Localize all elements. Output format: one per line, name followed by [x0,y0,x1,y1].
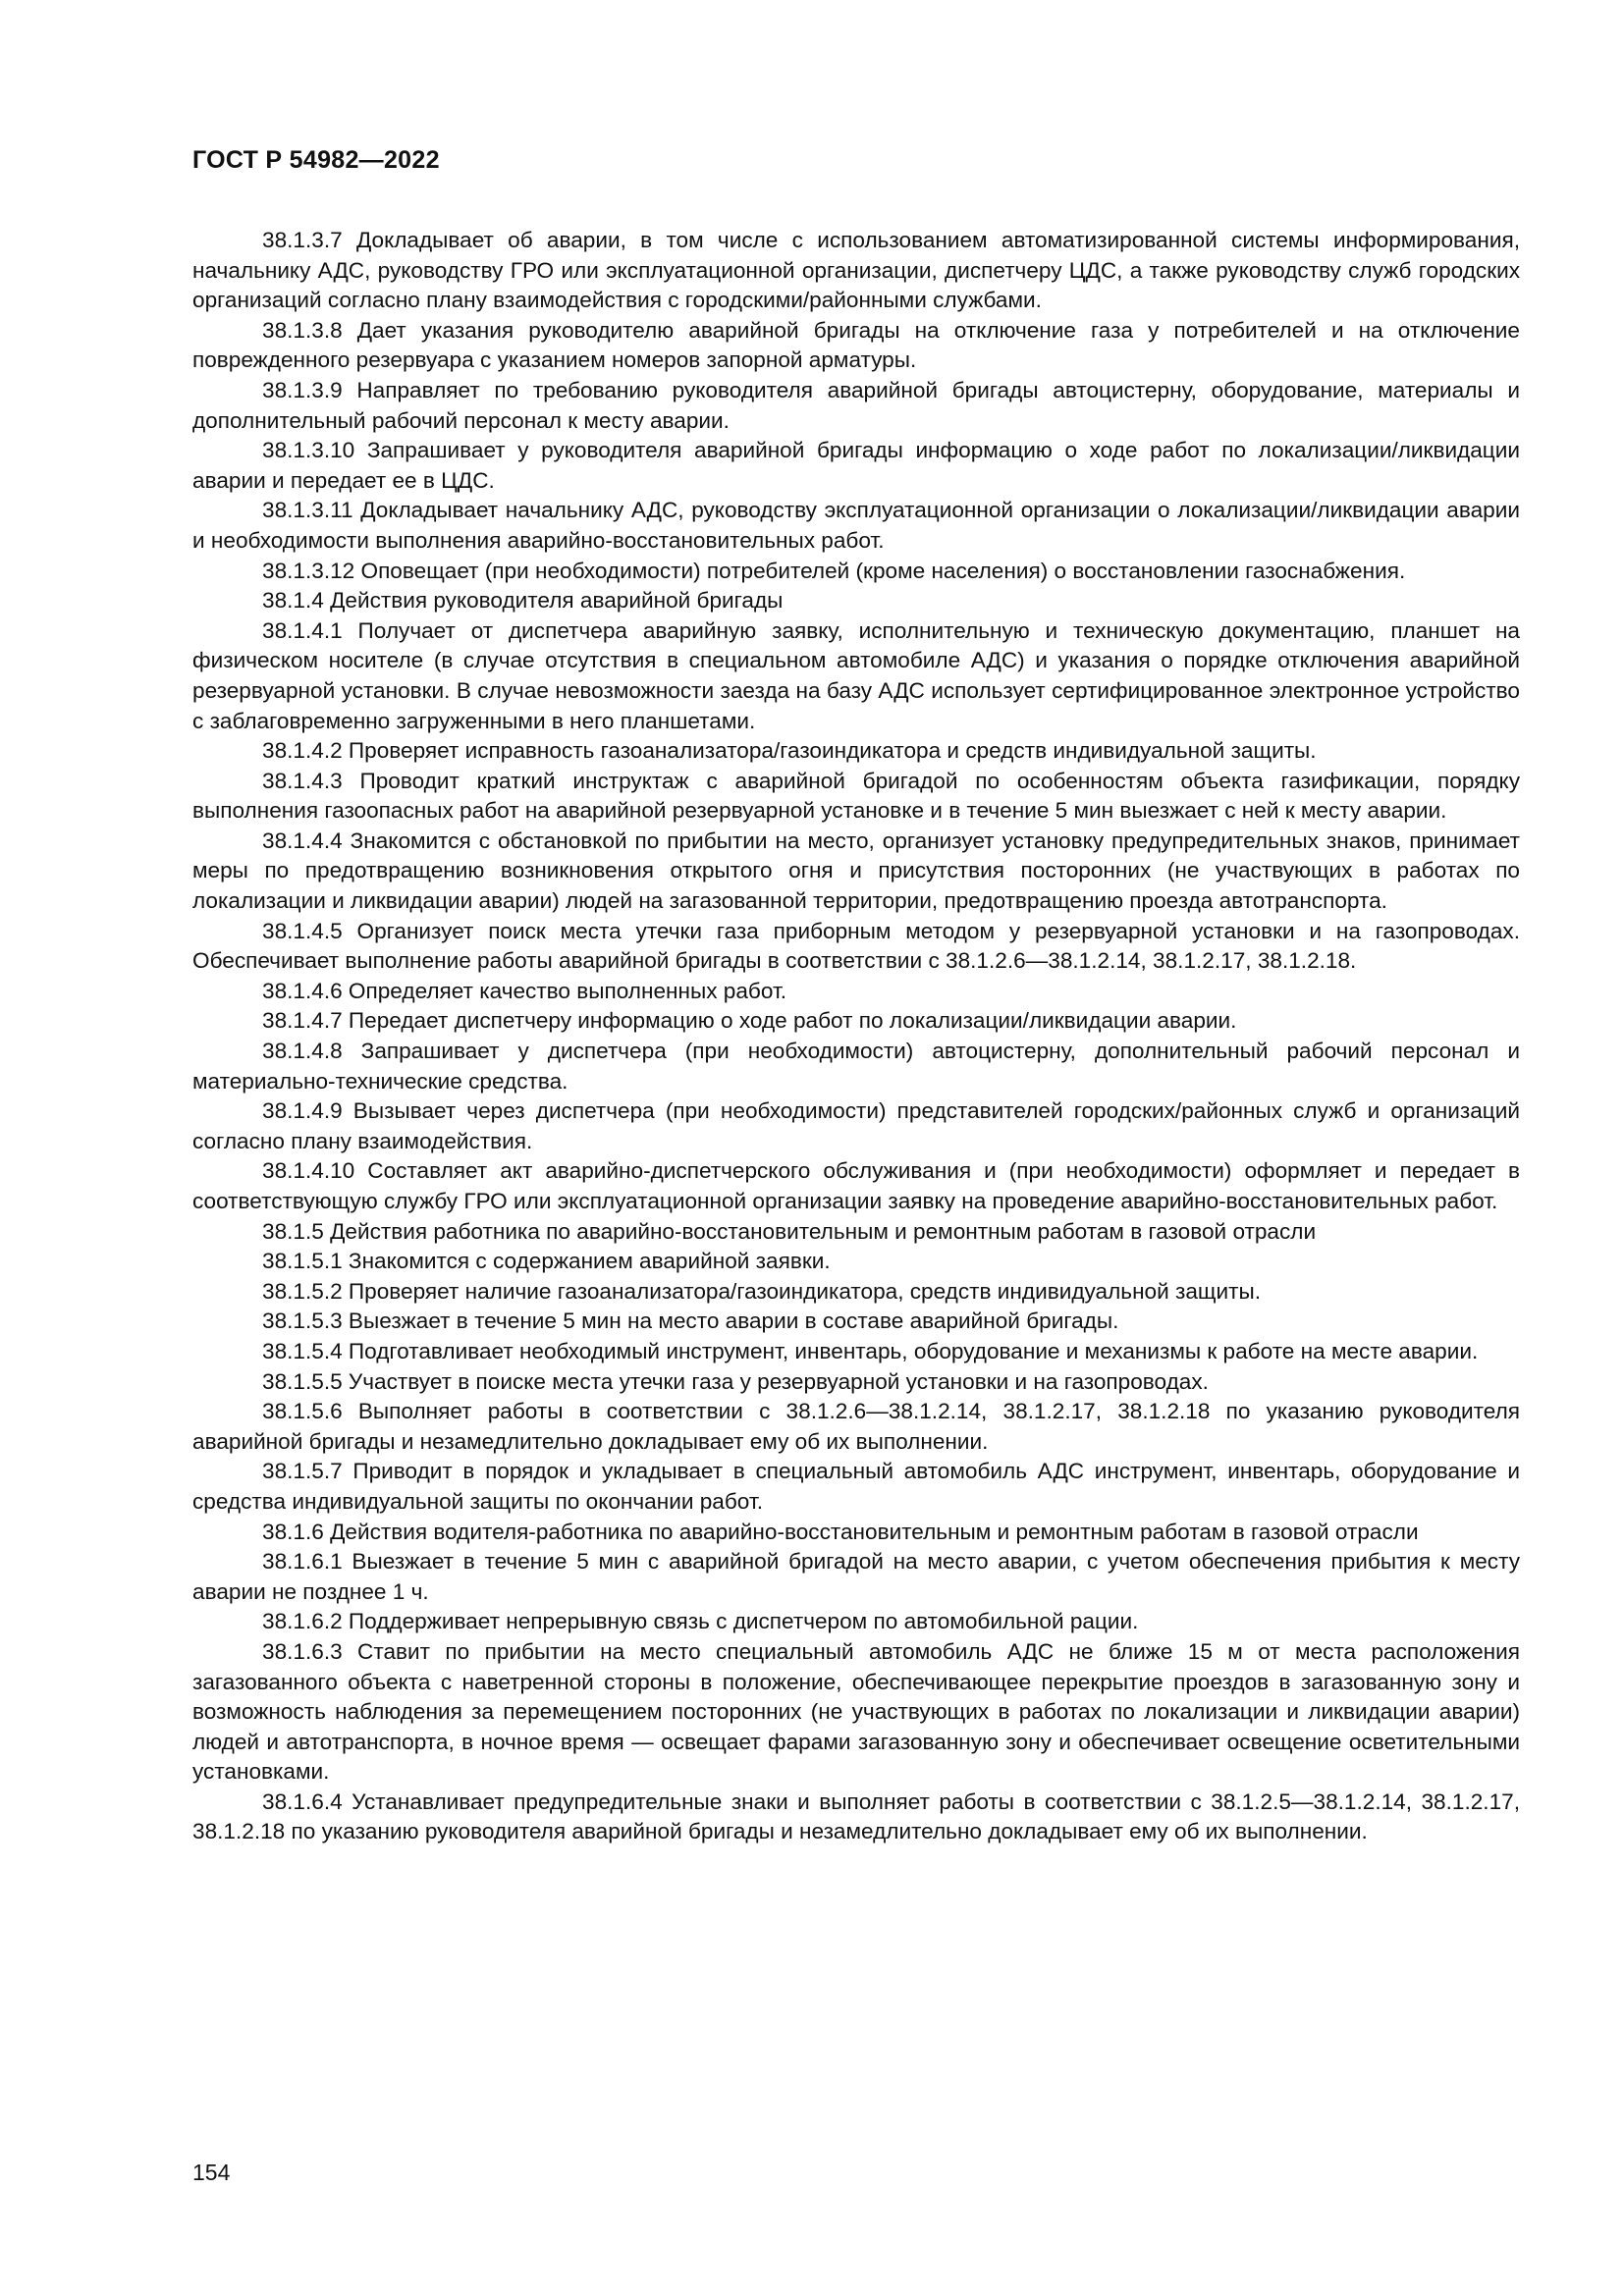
paragraph: 38.1.4.2 Проверяет исправность газоанализатора/газоиндикатора и средств индивидуальной защиты. [262,738,1317,764]
document-header: ГОСТ Р 54982—2022 [192,146,440,174]
paragraph: 38.1.3.7 Докладывает об аварии, в том числе с использованием автоматизированной системы информирования, начальнику АДС, руководству ГРО или эксплуатационной организации, диспетчеру ЦДС, а также руководству служб городских организаций согласно плану взаимодействия с городскими/районными службами. [192,228,1520,313]
paragraph: 38.1.3.10 Запрашивает у руководителя аварийной бригады информацию о ходе работ по локализации/ликвидации аварии и передает ее в ЦДС. [192,438,1520,493]
paragraph: 38.1.3.11 Докладывает начальнику АДС, руководству эксплуатационной организации о локализации/ликвидации аварии и необходимости выполнения аварийно-восстановительных работ. [192,498,1520,553]
paragraph: 38.1.4.5 Организует поиск места утечки газа приборным методом у резервуарной установки и на газопроводах. Обеспечивает выполнение работы аварийной бригады в соответствии с 38.1.2.6—38.1.2.14, 38.1.2.17, 38.1.2.18. [192,918,1520,974]
paragraph: 38.1.3.9 Направляет по требованию руководителя аварийной бригады автоцистерну, оборудование, материалы и дополнительный рабочий персонал к месту аварии. [192,377,1520,433]
paragraph: 38.1.4.7 Передает диспетчеру информацию о ходе работ по локализации/ликвидации аварии. [262,1008,1237,1034]
paragraph: 38.1.5.4 Подготавливает необходимый инструмент, инвентарь, оборудование и механизмы к работе на месте аварии. [262,1338,1479,1363]
paragraph: 38.1.6 Действия водителя-работника по аварийно-восстановительным и ремонтным работам в газовой отрасли [262,1519,1419,1544]
paragraph: 38.1.5 Действия работника по аварийно-восстановительным и ремонтным работам в газовой отрасли [262,1218,1317,1244]
paragraph: 38.1.5.3 Выезжает в течение 5 мин на место аварии в составе аварийной бригады. [262,1308,1119,1334]
paragraph: 38.1.6.2 Поддерживает непрерывную связь с диспетчером по автомобильной рации. [262,1609,1139,1634]
paragraph: 38.1.5.1 Знакомится с содержанием аварийной заявки. [262,1249,831,1274]
paragraph: 38.1.5.2 Проверяет наличие газоанализатора/газоиндикатора, средств индивидуальной защиты. [262,1278,1262,1304]
paragraph: 38.1.5.7 Приводит в порядок и укладывает в специальный автомобиль АДС инструмент, инвентарь, оборудование и средства индивидуальной защиты по окончании работ. [192,1459,1520,1514]
paragraph: 38.1.3.12 Оповещает (при необходимости) потребителей (кроме населения) о восстановлении газоснабжения. [262,558,1406,583]
paragraph: 38.1.6.4 Устанавливает предупредительные знаки и выполняет работы в соответствии с 38.1.2.5—38.1.2.14, 38.1.2.17, 38.1.2.18 по указанию руководителя аварийной бригады и незамедлительно докладывает ему об их выполнении. [192,1789,1520,1844]
paragraph: 38.1.5.5 Участвует в поиске места утечки газа у резервуарной установки и на газопроводах. [262,1368,1209,1394]
paragraph: 38.1.4.10 Составляет акт аварийно-диспетчерского обслуживания и (при необходимости) оформляет и передает в соответствующую службу ГРО или эксплуатационной организации заявку на проведение аварийно-восстановительных работ. [192,1158,1520,1213]
page-number: 154 [192,2160,231,2185]
paragraph: 38.1.4.6 Определяет качество выполненных работ. [262,978,787,1003]
paragraph: 38.1.4.1 Получает от диспетчера аварийную заявку, исполнительную и техническую документацию, планшет на физическом носителе (в случае отсутствия в специальном автомобиле АДС) и указания о порядке отключения аварийной резервуарной установки. В случае невозможности заезда на базу АДС использует сертифицированное электронное устройство с заблаговременно загруженными в него планшетами. [192,617,1520,733]
paragraph: 38.1.4.4 Знакомится с обстановкой по прибытии на место, организует установку предупредительных знаков, принимает меры по предотвращению возникновения открытого огня и присутствия посторонних (не участвующих в работах по локализации и ликвидации аварии) людей на загазованной территории, предотвращению проезда автотранспорта. [192,828,1520,914]
paragraph: 38.1.4 Действия руководителя аварийной бригады [262,588,784,614]
paragraph: 38.1.4.8 Запрашивает у диспетчера (при необходимости) автоцистерну, дополнительный рабочий персонал и материально-технические средства. [192,1039,1520,1094]
paragraph: 38.1.4.9 Вызывает через диспетчера (при необходимости) представителей городских/районных служб и организаций согласно плану взаимодействия. [192,1098,1520,1153]
paragraph: 38.1.5.6 Выполняет работы в соответствии с 38.1.2.6—38.1.2.14, 38.1.2.17, 38.1.2.18 по указанию руководителя аварийной бригады и незамедлительно докладывает ему об их выполнении. [192,1399,1520,1454]
paragraph: 38.1.4.3 Проводит краткий инструктаж с аварийной бригадой по особенностям объекта газификации, порядку выполнения газоопасных работ на аварийной резервуарной установке и в течение 5 мин выезжает с ней к месту аварии. [192,768,1520,824]
paragraph: 38.1.3.8 Дает указания руководителю аварийной бригады на отключение газа у потребителей и на отключение поврежденного резервуара с указанием номеров запорной арматуры. [192,317,1520,373]
paragraph: 38.1.6.3 Ставит по прибытии на место специальный автомобиль АДС не ближе 15 м от места расположения загазованного объекта с наветренной стороны в положение, обеспечивающее перекрытие проездов в загазованную зону и возможность наблюдения за перемещением посторонних (не участвующих в работах по локализации и ликвидации аварии) людей и автотранспорта, в ночное время — освещает фарами загазованную зону и обеспечивает освещение осветительными установками. [192,1638,1520,1785]
paragraph: 38.1.6.1 Выезжает в течение 5 мин с аварийной бригадой на место аварии, с учетом обеспечения прибытия к месту аварии не позднее 1 ч. [192,1549,1520,1604]
document-body [192,226,1520,1847]
